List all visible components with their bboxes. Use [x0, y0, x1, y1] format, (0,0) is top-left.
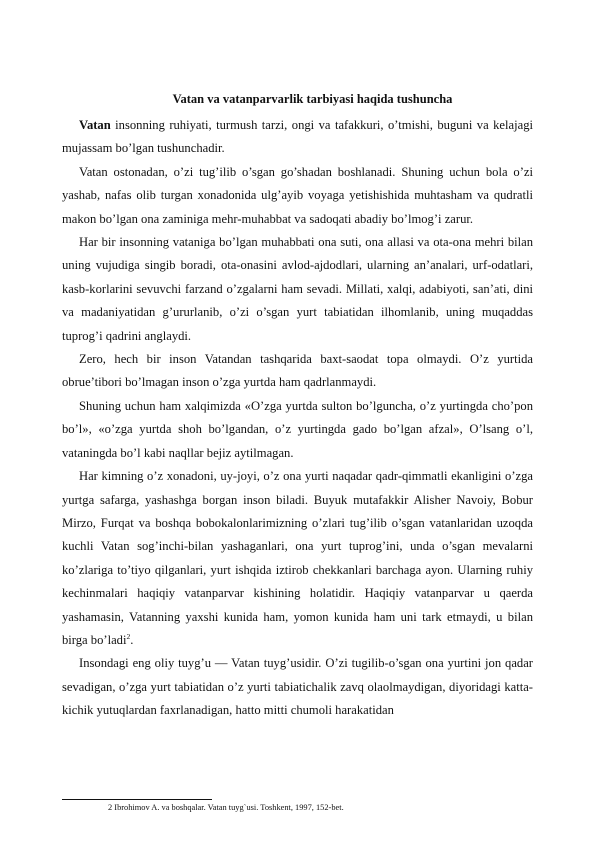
- footnote-divider: [62, 799, 212, 800]
- paragraph-5: Shuning uchun ham xalqimizda «O’zga yurtda sulton bo’lguncha, o’z yurtingda cho’pon bo’l», «o’zga yurtda shoh bo’lgandan, o’z yurtingda gado bo’lgan afzal», O’lsang o’l, vataningda bo’l kabi naqllar bejiz aytilmagan.: [62, 398, 533, 460]
- paragraph-1-text: insonning ruhiyati, turmush tarzi, ongi va tafakkuri, o’tmishi, buguni va kelajagi mujassam bo’lgan tushunchadir.: [62, 118, 533, 156]
- paragraph-7: Insondagi eng oliy tuyg’u — Vatan tuyg’usidir. O’zi tugilib-o’sgan ona yurtini jon qadar sevadigan, o’zga yurt tabiatidan o’z yurti tabiatichalik zavq olaolmaydigan, diyoridagi katta-kichik yutuqlardan faxrlanadigan, hatto mitti chumoli harakatidan: [62, 656, 533, 718]
- paragraph-2: Vatan ostonadan, o’zi tug’ilib o’sgan go’shadan boshlanadi. Shuning uchun bola o’zi yashab, nafas olib turgan xonadonida ulg’ayib voyaga yetishishida muhtasham va qudratli makon bo’lgan ona zaminiga mehr-muhabbat va sadoqati abadiy bo’lmog’i zarur.: [62, 164, 533, 226]
- footnote: 2 Ibrohimov A. va boshqalar. Vatan tuyg`usi. Toshkent, 1997, 152-bet.: [108, 803, 344, 812]
- paragraph-1: [62, 114, 533, 161]
- paragraph-6: [62, 465, 533, 652]
- document-page: [62, 90, 533, 723]
- footnote-reference[interactable]: 2: [126, 631, 131, 641]
- document-title: Vatan va vatanparvarlik tarbiyasi haqida tushuncha: [172, 92, 453, 106]
- paragraph-6-tail: .: [130, 632, 134, 647]
- paragraph-6-text: Har kimning o’z xonadoni, uy-joyi, o’z ona yurti naqadar qadr-qimmatli ekanligini o’zga yurtga safarga, yashashga borgan inson biladi. Buyuk mutafakkir Alisher Navoiy, Bobur Mirzo, Furqat va boshqa bobokalonlarimizning o’zlari tug’ilib o’sgan vatanlaridan uzoqda kuchli Vatan sog’inchi-bilan yashaganlari, ona yurt tuprog’ini, unda o’sgan mevalarni ko’zlariga to’tiyo qilganlari, yurt ishqida iztirob chekkanlari barchaga ayon. Ularning ruhiy kechinmalari haqiqiy vatanparvar kishining holatidir. Haqiqiy vatanparvar u qaerda yashamasin, Vatanning yaxshi kunida ham, yomon kunida ham uni tark etmaydi, u bilan birga bo’ladi: [62, 469, 533, 647]
- paragraph-4: Zero, hech bir inson Vatandan tashqarida baxt-saodat topa olmaydi. O’z yurtida obrue’tibori bo’lmagan inson o’zga yurtda ham qadrlanmaydi.: [62, 352, 533, 390]
- paragraph-3: Har bir insonning vataniga bo’lgan muhabbati ona suti, ona allasi va ota-ona mehri bilan uning vujudiga singib boradi, ota-onasini avlod-ajdodlari, ularning an’analari, urf-odatlari, kasb-korlarini sevuvchi farzand o’zgalarni ham sevadi. Millati, xalqi, adabiyoti, san’ati, dini va madaniyatidan g’ururlanib, o’zi o’sgan yurt tabiatidan ilhomlanib, uning muqaddas tuprog’i qadrini anglaydi.: [62, 235, 533, 343]
- paragraph-1-lead: Vatan: [79, 118, 111, 132]
